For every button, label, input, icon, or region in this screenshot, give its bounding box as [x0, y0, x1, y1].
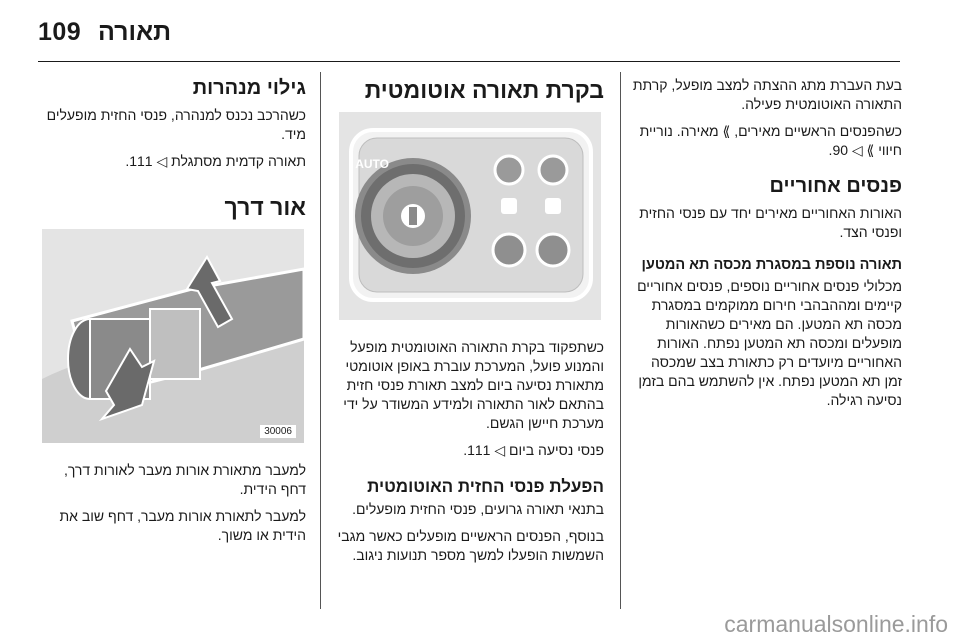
column-divider-left	[320, 72, 321, 609]
tunnel-detection-paragraph-2: תאורה קדמית מסתגלת ◁ 111.	[125, 153, 306, 169]
trunk-lights-paragraph: מכלולי פנסים אחוריים נוספים, פנסים אחוריים קיימים ומההבהבי חירום ממוקמים במסגרת מכסה תא המטען. הם מאירים כשהאורות מופעלים ומכסה תא המטען נפתח. האורות האחוריים מיועדים רק כתאורת בצב שמכסה זמן תא המטען נפתח. אין להשתמש בהם בזמן נסיעה רגילה.	[637, 278, 902, 408]
stalk-figure	[42, 229, 304, 443]
chapter-title: תאורה	[98, 18, 172, 46]
auto-activation-heading: הפעלת פנסי החזית האוטומטית	[367, 477, 604, 496]
page-number: 109	[38, 18, 82, 46]
auto-switch-label: AUTO	[355, 157, 389, 171]
tunnel-detection-heading: גילוי מנהרות	[192, 77, 306, 99]
page-header	[0, 0, 960, 60]
light-switch-figure	[339, 112, 601, 320]
high-beam-paragraph: כשהפנסים הראשיים מאירים, ⟫ מאירה. נוריית חיווי ⟫ ◁ 90.	[639, 123, 902, 158]
stalk-illustration	[42, 229, 304, 443]
high-beam-paragraph-1: למעבר מתאורת אורות מעבר לאורות דרך, דחף הידית.	[63, 462, 306, 497]
header-divider	[38, 61, 900, 62]
trunk-lights-heading: תאורה נוספת במסגרת מכסה תא המטען	[641, 257, 902, 273]
auto-light-heading: בקרת תאורה אוטומטית	[364, 77, 604, 103]
high-beam-heading: אור דרך	[224, 194, 306, 220]
auto-activation-paragraph-2: בנוסף, הפנסים הראשיים מופעלים כאשר מגבי השמשות הופעלו למשך מספר תנועות ניגוב.	[337, 528, 604, 563]
intro-paragraph: בעת העברת מתג ההצתה למצב מופעל, קרתת התאורה האוטומטית פעילה.	[632, 77, 902, 112]
watermark: carmanualsonline.info	[724, 611, 948, 637]
middle-column	[336, 76, 604, 573]
auto-activation-paragraph-1: בתנאי תאורה גרועים, פנסי החזית מופעלים.	[352, 501, 604, 517]
left-column	[40, 76, 306, 553]
tunnel-detection-paragraph-1: כשהרכב נכנס למנהרה, פנסי החזית מופעלים מיד.	[46, 107, 306, 142]
auto-light-paragraph-2: פנסי נסיעה ביום ◁ 111.	[463, 442, 604, 458]
rear-lights-heading: פנסים אחוריים	[769, 175, 902, 197]
rear-lights-paragraph: האורות האחוריים מאירים יחד עם פנסי החזית ופנסי הצד.	[639, 205, 902, 240]
light-switch-illustration	[339, 112, 601, 320]
figure-id: 30006	[260, 425, 296, 438]
column-divider-right	[620, 72, 621, 609]
auto-light-paragraph-1: כשתפקוד בקרת התאורה האוטומטית מופעל והמנוע פועל, המערכת עוברת באופן אוטומטי מתאורת נסיעה ביום למצב תאורת פנסי חזית בהתאם לאור התאורה ולמידע המשודר על ידי מערכת חיישן הגשם.	[343, 339, 604, 431]
right-column	[632, 76, 902, 418]
high-beam-paragraph-2: למעבר לתאורת אורות מעבר, דחף שוב את הידית או משוך.	[59, 508, 306, 543]
